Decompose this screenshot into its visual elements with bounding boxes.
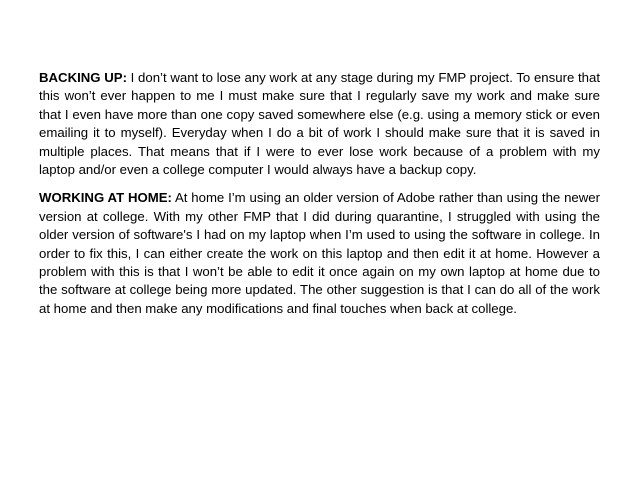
paragraph-working-at-home (39, 189, 600, 318)
paragraph-backing-up (39, 69, 600, 179)
slide-body (39, 69, 600, 328)
paragraph-heading-backing-up: BACKING UP: (39, 70, 127, 85)
paragraph-text-working-at-home: At home I’m using an older version of Adobe rather than using the newer version at college. With my other FMP that I did during quarantine, I struggled with using the older version of software's I had on my laptop when I’m used to using the software in college. In order to fix this, I can either create the work on this laptop and then edit it at home. However a problem with this is that I won’t be able to edit it once again on my own laptop at home due to the software at college being more updated. The other suggestion is that I can do all of the work at home and then make any modifications and final touches when back at college. (39, 190, 601, 316)
paragraph-heading-working-at-home: WORKING AT HOME: (39, 190, 172, 206)
paragraph-text-backing-up: I don’t want to lose any work at any stage during my FMP project. To ensure that this won’t ever happen to me I must make sure that I regularly save my work and make sure that I even have more than one copy saved somewhere else (e.g. using a memory stick or even emailing it to myself). Everyday when I do a bit of work I should make sure that it is saved in multiple places. That means that if I were to ever lose work because of a problem with my laptop and/or even a college computer I would always have a backup copy. (39, 70, 600, 178)
